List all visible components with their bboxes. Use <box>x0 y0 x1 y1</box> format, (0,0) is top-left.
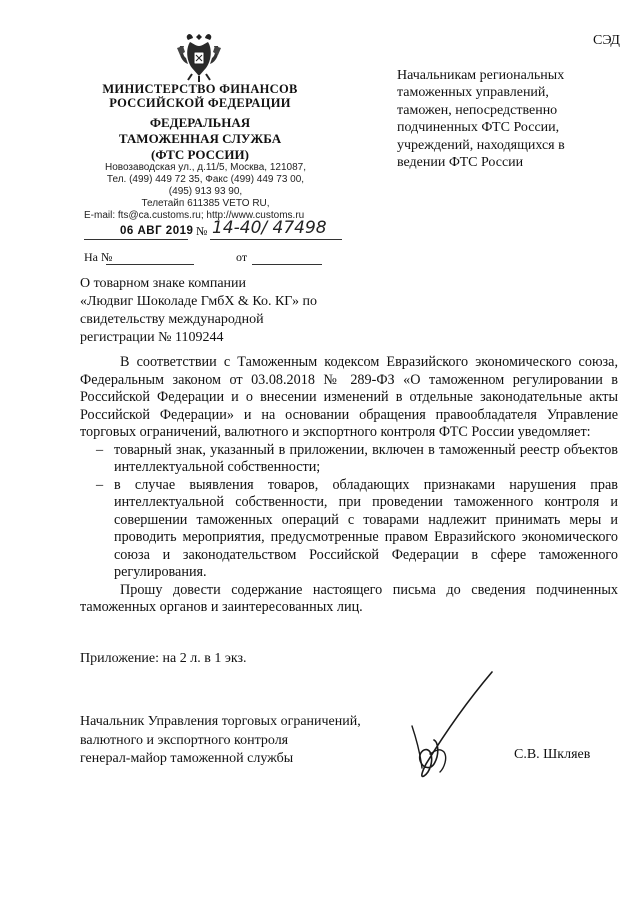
contact-phone: Тел. (499) 449 72 35, Факс (499) 449 73 00, <box>106 174 305 185</box>
body-paragraph: В соответствии с Таможенным кодексом Евразийского экономического союза, Федеральным законом от 03.08.2018 № 289-ФЗ «О таможенном регулировании в Российской Федерации и о внесении изменений в отдельные законодательные акты Российской Федерации» и на основании обращения правообладателя Управление торговых ограничений, валютного и экспортного контроля ФТС России уведомляет: <box>80 354 618 440</box>
contact-phone-extra: (495) 913 93 90, <box>168 186 243 197</box>
signer-title-line: Начальник Управления торговых ограничений, <box>80 714 361 729</box>
date-underline <box>84 239 188 240</box>
document-registry-mark: СЭД <box>593 33 620 48</box>
addressee-block: Начальникам региональных таможенных управлений, таможен, непосредственно подчиненных ФТС России, учреждений, находящихся в ведении ФТС России <box>397 68 565 171</box>
list-item <box>80 477 618 582</box>
annex-line: Приложение: на 2 л. в 1 экз. <box>80 651 247 666</box>
signer-title <box>80 713 380 769</box>
service-name-line1: ФЕДЕРАЛЬНАЯ <box>149 115 251 130</box>
handwritten-signature <box>400 668 510 784</box>
reference-date-blank <box>252 264 322 265</box>
contact-email-web: E-mail: fts@ca.customs.ru; http://www.customs.ru <box>84 210 305 221</box>
signer-title-line: валютного и экспортного контроля <box>80 732 289 748</box>
reference-line <box>84 250 324 266</box>
coat-of-arms-emblem <box>174 30 224 84</box>
subject-line: «Людвиг Шоколаде ГмбХ & Ко. КГ» по <box>80 294 318 309</box>
registration-line <box>84 218 340 241</box>
subject-line: О товарном знаке компании <box>80 276 247 291</box>
letter-body <box>80 354 618 617</box>
contact-address: Новозаводская ул., д.11/5, Москва, 121087, <box>105 162 306 173</box>
subject-line: свидетельству международной <box>80 312 264 327</box>
ministry-name-line2: РОССИЙСКОЙ ФЕДЕРАЦИИ <box>109 96 291 110</box>
subject-line: регистрации № 1109244 <box>80 330 224 345</box>
registration-number: 14-40/ 47498 <box>212 218 327 238</box>
body-paragraph: Прошу довести содержание настоящего письма до сведения подчиненных таможенных органов и заинтересованных лиц. <box>80 581 618 615</box>
list-item <box>80 442 618 477</box>
number-label: № <box>196 224 208 238</box>
contact-block <box>84 162 323 222</box>
signer-title-line: генерал-майор таможенной службы <box>80 751 294 766</box>
service-abbreviation: (ФТС РОССИИ) <box>151 147 249 162</box>
service-name-line2: ТАМОЖЕННАЯ СЛУЖБА <box>118 131 282 146</box>
organization-header <box>80 82 320 162</box>
list-item-text: товарный знак, указанный в приложении, включен в таможенный реестр объектов интеллектуальной собственности; <box>114 441 618 475</box>
reference-date-label: от <box>236 250 248 264</box>
subject-block <box>80 275 360 347</box>
registration-date: 06 АВГ 2019 <box>120 225 194 237</box>
list-item-text: в случае выявления товаров, обладающих признаками нарушения прав интеллектуальной собственности, при проведении таможенного контроля и совершении таможенных операций с товарами надлежит принимать меры и проводить мероприятия, предусмотренные правом Евразийского экономического союза и законодательством Российской Федерации в сфере таможенного регулирования. <box>114 476 618 580</box>
number-underline <box>210 239 342 240</box>
list-dash: – <box>96 441 104 458</box>
signer-name: С.В. Шкляев <box>514 747 591 762</box>
contact-teletype: Телетайп 611385 VETO RU, <box>141 198 270 209</box>
list-dash: – <box>96 476 104 493</box>
ministry-name-line1: МИНИСТЕРСТВО ФИНАНСОВ <box>102 82 298 96</box>
reference-number-label: На № <box>84 250 113 264</box>
reference-number-blank <box>106 264 194 265</box>
